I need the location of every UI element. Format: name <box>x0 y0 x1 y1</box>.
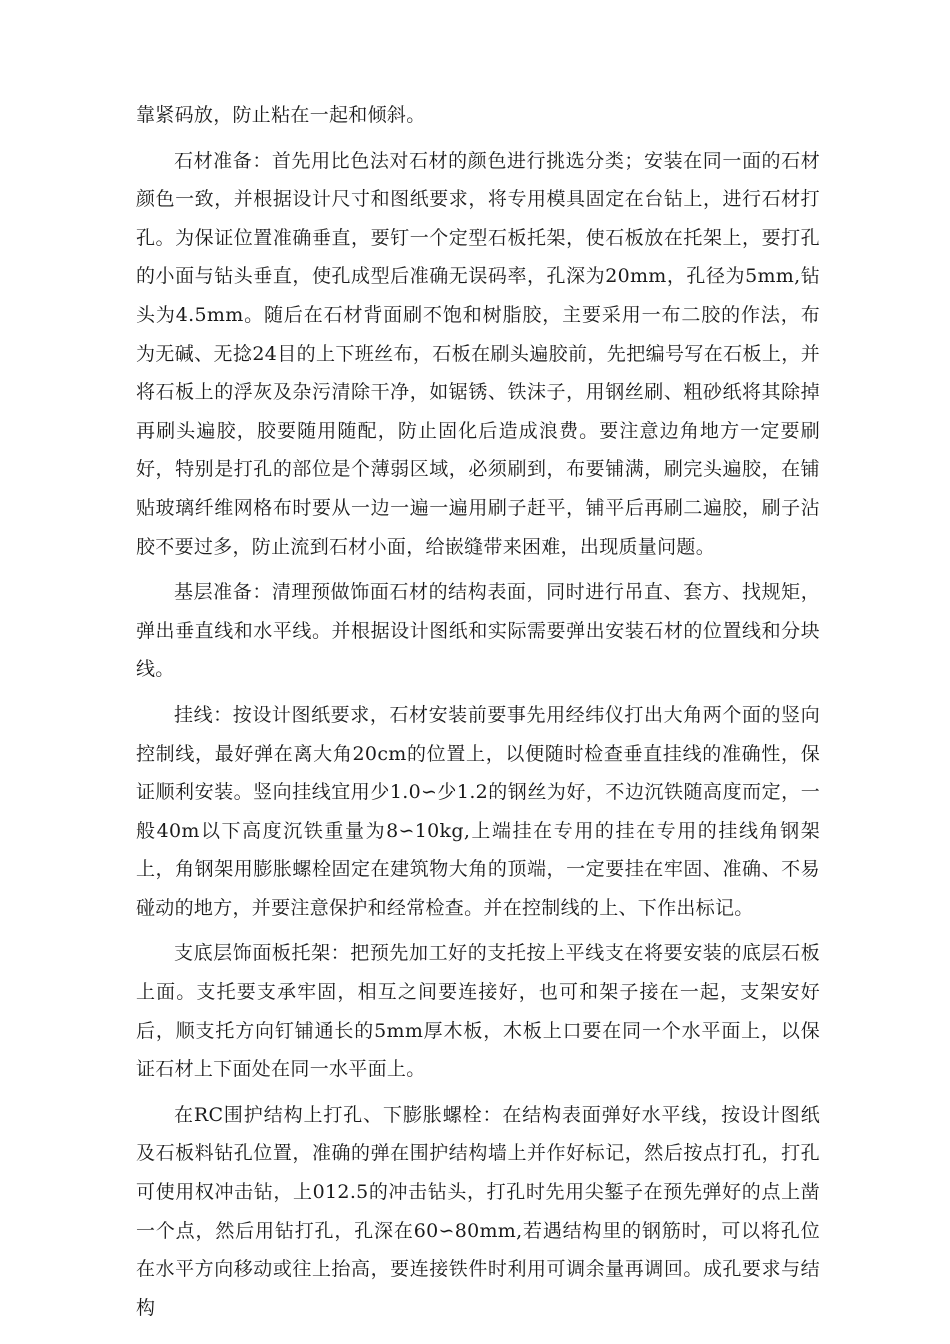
paragraph-base-preparation: 基层准备：清理预做饰面石材的结构表面，同时进行吊直、套方、找规矩，弹出垂直线和水平线。并根据设计图纸和实际需要弹出安装石材的位置线和分块线。 <box>136 581 820 681</box>
paragraph-drilling: 在RC围护结构上打孔、下膨胀螺栓：在结构表面弹好水平线，按设计图纸及石板料钻孔位置，准确的弹在围护结构墙上并作好标记，然后按点打孔，打孔可使用权冲击钻，上012.5的冲击钻头，打孔时先用尖錾子在预先弹好的点上凿一个点，然后用钻打孔，孔深在60∽80mm,若遇结构里的钢筋时，可以将孔位在水平方向移动或往上抬高，要连接铁件时利用可调余量再调回。成孔要求与结构 <box>136 1103 820 1319</box>
paragraph-hanging-line: 挂线：按设计图纸要求，石材安装前要事先用经纬仪打出大角两个面的竖向控制线，最好弹在离大角20cm的位置上，以便随时检查垂直挂线的准确性，保证顺利安装。竖向挂线宜用少1.0∽少1.2的钢丝为好，不边沉铁随高度而定，一般40m以下高度沉铁重量为8∽10kg,上端挂在专用的挂在专用的挂线角钢架上，角钢架用膨胀螺栓固定在建筑物大角的顶端，一定要挂在牢固、准确、不易碰动的地方，并要注意保护和经常检查。并在控制线的上、下作出标记。 <box>136 703 820 919</box>
document-body <box>136 96 820 1334</box>
paragraph-bottom-bracket: 支底层饰面板托架：把预先加工好的支托按上平线支在将要安装的底层石板上面。支托要支承牢固，相互之间要连接好，也可和架子接在一起，支架安好后，顺支托方向钉铺通长的5mm厚木板，木板上口要在同一个水平面上，以保证石材上下面处在同一水平面上。 <box>136 942 820 1081</box>
paragraph-continuation: 靠紧码放，防止粘在一起和倾斜。 <box>136 104 426 126</box>
paragraph-stone-preparation: 石材准备：首先用比色法对石材的颜色进行挑选分类；安装在同一面的石材颜色一致，并根据设计尺寸和图纸要求，将专用模具固定在台钻上，进行石材打孔。为保证位置准确垂直，要钉一个定型石板托架，使石板放在托架上，要打孔的小面与钻头垂直，使孔成型后准确无误码率，孔深为20mm，孔径为5mm,钻头为4.5mm。随后在石材背面刷不饱和树脂胶，主要采用一布二胶的作法，布为无碱、无捻24目的上下班丝布，石板在刷头遍胶前，先把编号写在石板上，并将石板上的浮灰及杂污清除干净，如锯锈、铁沫子，用钢丝刷、粗砂纸将其除掉再刷头遍胶，胶要随用随配，防止固化后造成浪费。要注意边角地方一定要刷好，特别是打孔的部位是个薄弱区域，必须刷到，布要铺满，刷完头遍胶，在铺贴玻璃纤维网格布时要从一边一遍一遍用刷子赶平，铺平后再刷二遍胶，刷子沾胶不要过多，防止流到石材小面，给嵌缝带来困难，出现质量问题。 <box>136 149 820 558</box>
